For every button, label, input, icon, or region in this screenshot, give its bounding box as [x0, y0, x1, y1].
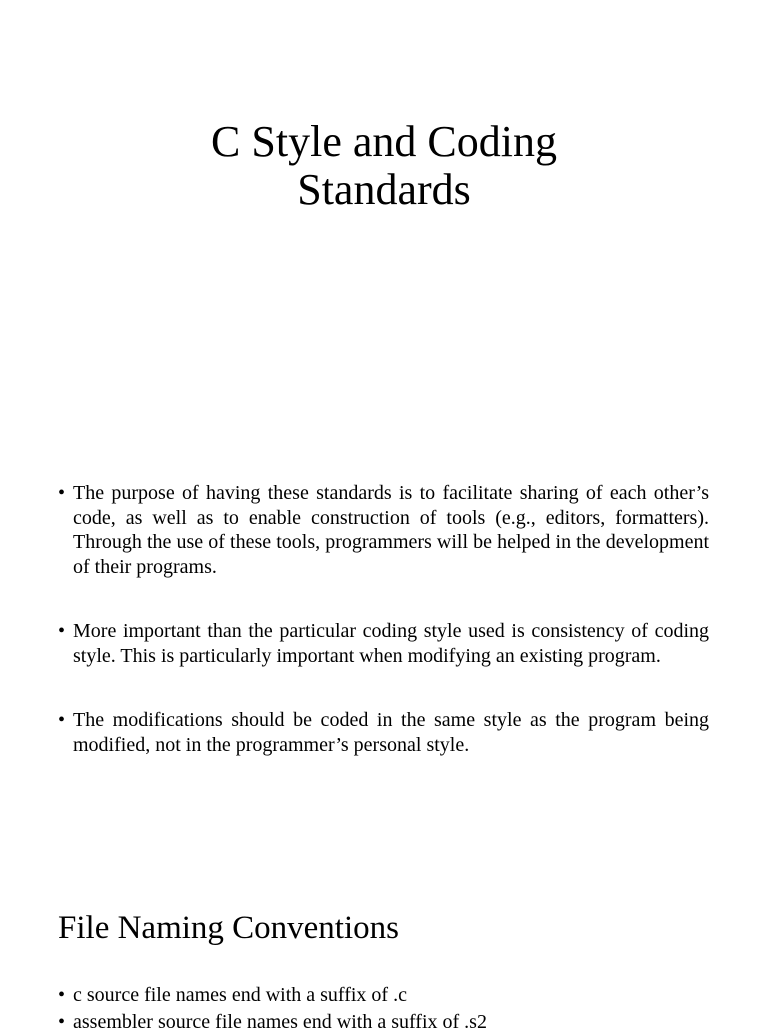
- bullet-icon: •: [58, 482, 66, 504]
- naming-bullet-list: [58, 982, 709, 1036]
- slide-title: [0, 118, 768, 214]
- list-item: [58, 1009, 709, 1036]
- slide-title-line-2: Standards: [297, 165, 471, 214]
- bullet-icon: •: [58, 1011, 66, 1033]
- list-item-text: The purpose of having these standards is to facilitate sharing of each other’s code, as well as to enable construction of tools (e.g., editors, formatters). Through the use of these tools, programmers will be helped in the development of their programs.: [73, 482, 709, 578]
- list-item: [58, 982, 709, 1009]
- intro-bullet-list: [58, 481, 709, 797]
- bullet-icon: •: [58, 620, 66, 642]
- list-item-text: c source file names end with a suffix of .c: [73, 984, 407, 1006]
- list-item-text: More important than the particular coding style used is consistency of coding style. This is particularly important when modifying an existing program.: [73, 620, 709, 667]
- section-title: File Naming Conventions: [58, 910, 399, 946]
- list-item: [58, 708, 709, 757]
- list-item: [58, 481, 709, 579]
- list-item: [58, 619, 709, 668]
- slide-title-line-1: C Style and Coding: [211, 117, 557, 166]
- list-item-text: assembler source file names end with a suffix of .s2: [73, 1011, 487, 1033]
- bullet-icon: •: [58, 709, 66, 731]
- bullet-icon: •: [58, 984, 66, 1006]
- list-item-text: The modifications should be coded in the same style as the program being modified, not in the programmer’s personal style.: [73, 709, 709, 756]
